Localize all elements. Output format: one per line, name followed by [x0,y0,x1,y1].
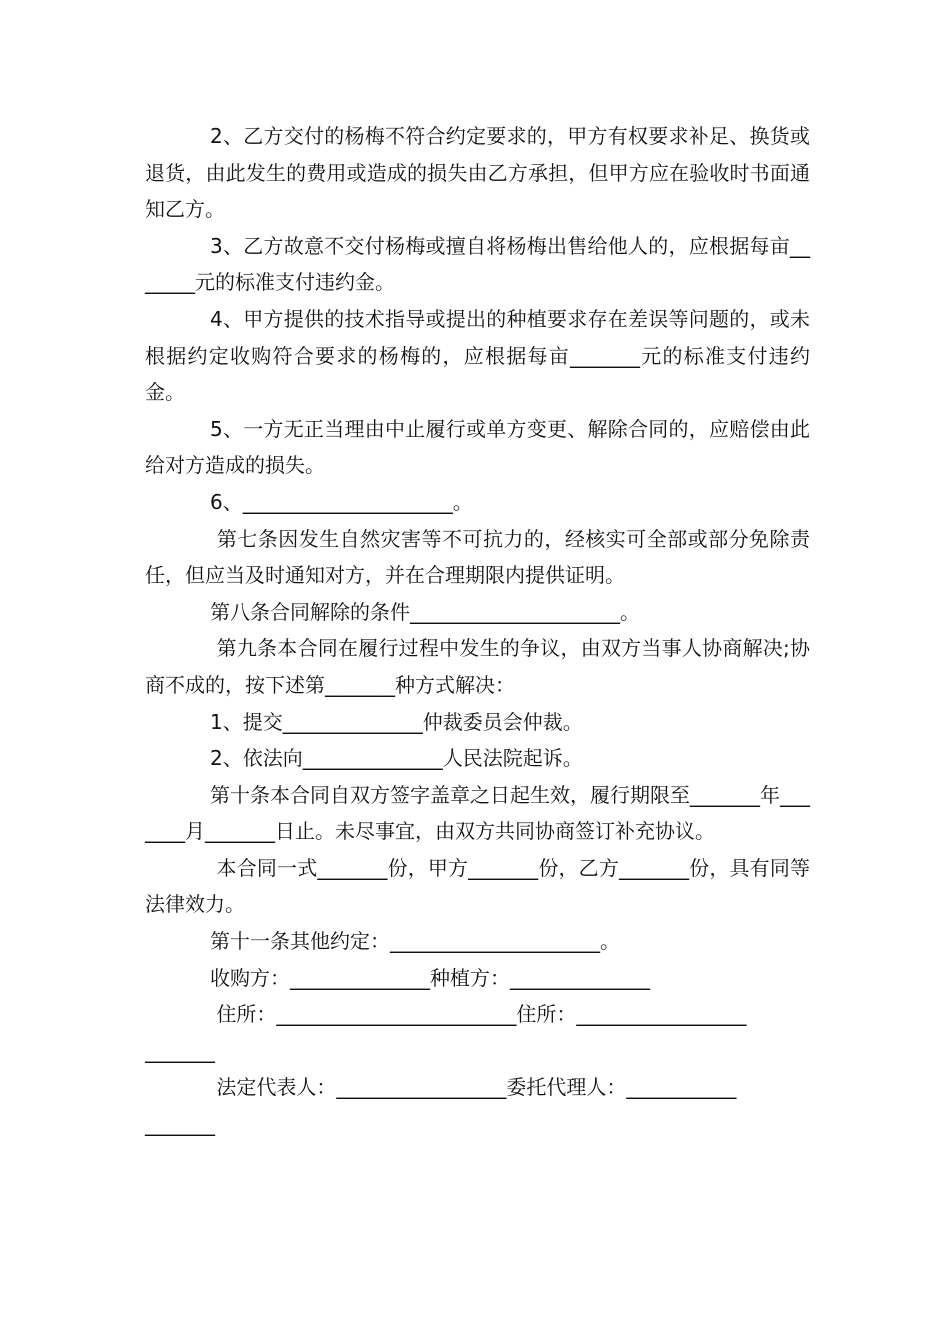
clause-paragraph: 5、一方无正当理由中止履行或单方变更、解除合同的，应赔偿由此给对方造成的损失。 [145,416,810,478]
clause-paragraph: 2、乙方交付的杨梅不符合约定要求的，甲方有权要求补足、换货或退货，由此发生的费用或造成的损失由乙方承担，但甲方应在验收时书面通知乙方。 [145,124,810,222]
copies-paragraph: 本合同一式_______份，甲方_______份，乙方_______份，具有同等法律效力。 [145,855,811,917]
article-paragraph: 第十一条其他约定：_____________________。 [210,929,620,954]
signature-line-parties: 收购方：______________种植方：______________ [210,965,650,990]
clause-paragraph: 6、_____________________。 [210,489,473,514]
clause-paragraph: 3、乙方故意不交付杨梅或擅自将杨梅出售给他人的，应根据每亩_______元的标准支付违约金。 [145,233,810,295]
clause-paragraph: 4、甲方提供的技术指导或提出的种植要求存在差误等问题的，或未根据约定收购符合要求的杨梅的，应根据每亩_______元的标准支付违约金。 [145,306,810,405]
article-paragraph: 第九条本合同在履行过程中发生的争议，由双方当事人协商解决;协商不成的，按下述第_______种方式解决： [145,636,810,697]
signature-line-continuation: _______ [145,1038,215,1063]
clause-paragraph: 2、依法向______________人民法院起诉。 [210,746,583,771]
article-paragraph: 第十条本合同自双方签字盖章之日起生效，履行期限至_______年_______月_______日止。未尽事宜，由双方共同协商签订补充协议。 [145,782,810,844]
article-paragraph: 第七条因发生自然灾害等不可抗力的，经核实可全部或部分免除责任，但应当及时通知对方，并在合理期限内提供证明。 [145,526,810,588]
signature-line-representative: 法定代表人：_________________委托代理人：___________ [210,1075,737,1100]
contract-body [145,118,810,1143]
signature-line-address: 住所：________________________住所：_________________ [210,1002,747,1027]
article-paragraph: 第八条合同解除的条件_____________________。 [210,599,640,624]
clause-paragraph: 1、提交______________仲裁委员会仲裁。 [210,709,583,734]
signature-line-continuation: _______ [145,1112,215,1137]
